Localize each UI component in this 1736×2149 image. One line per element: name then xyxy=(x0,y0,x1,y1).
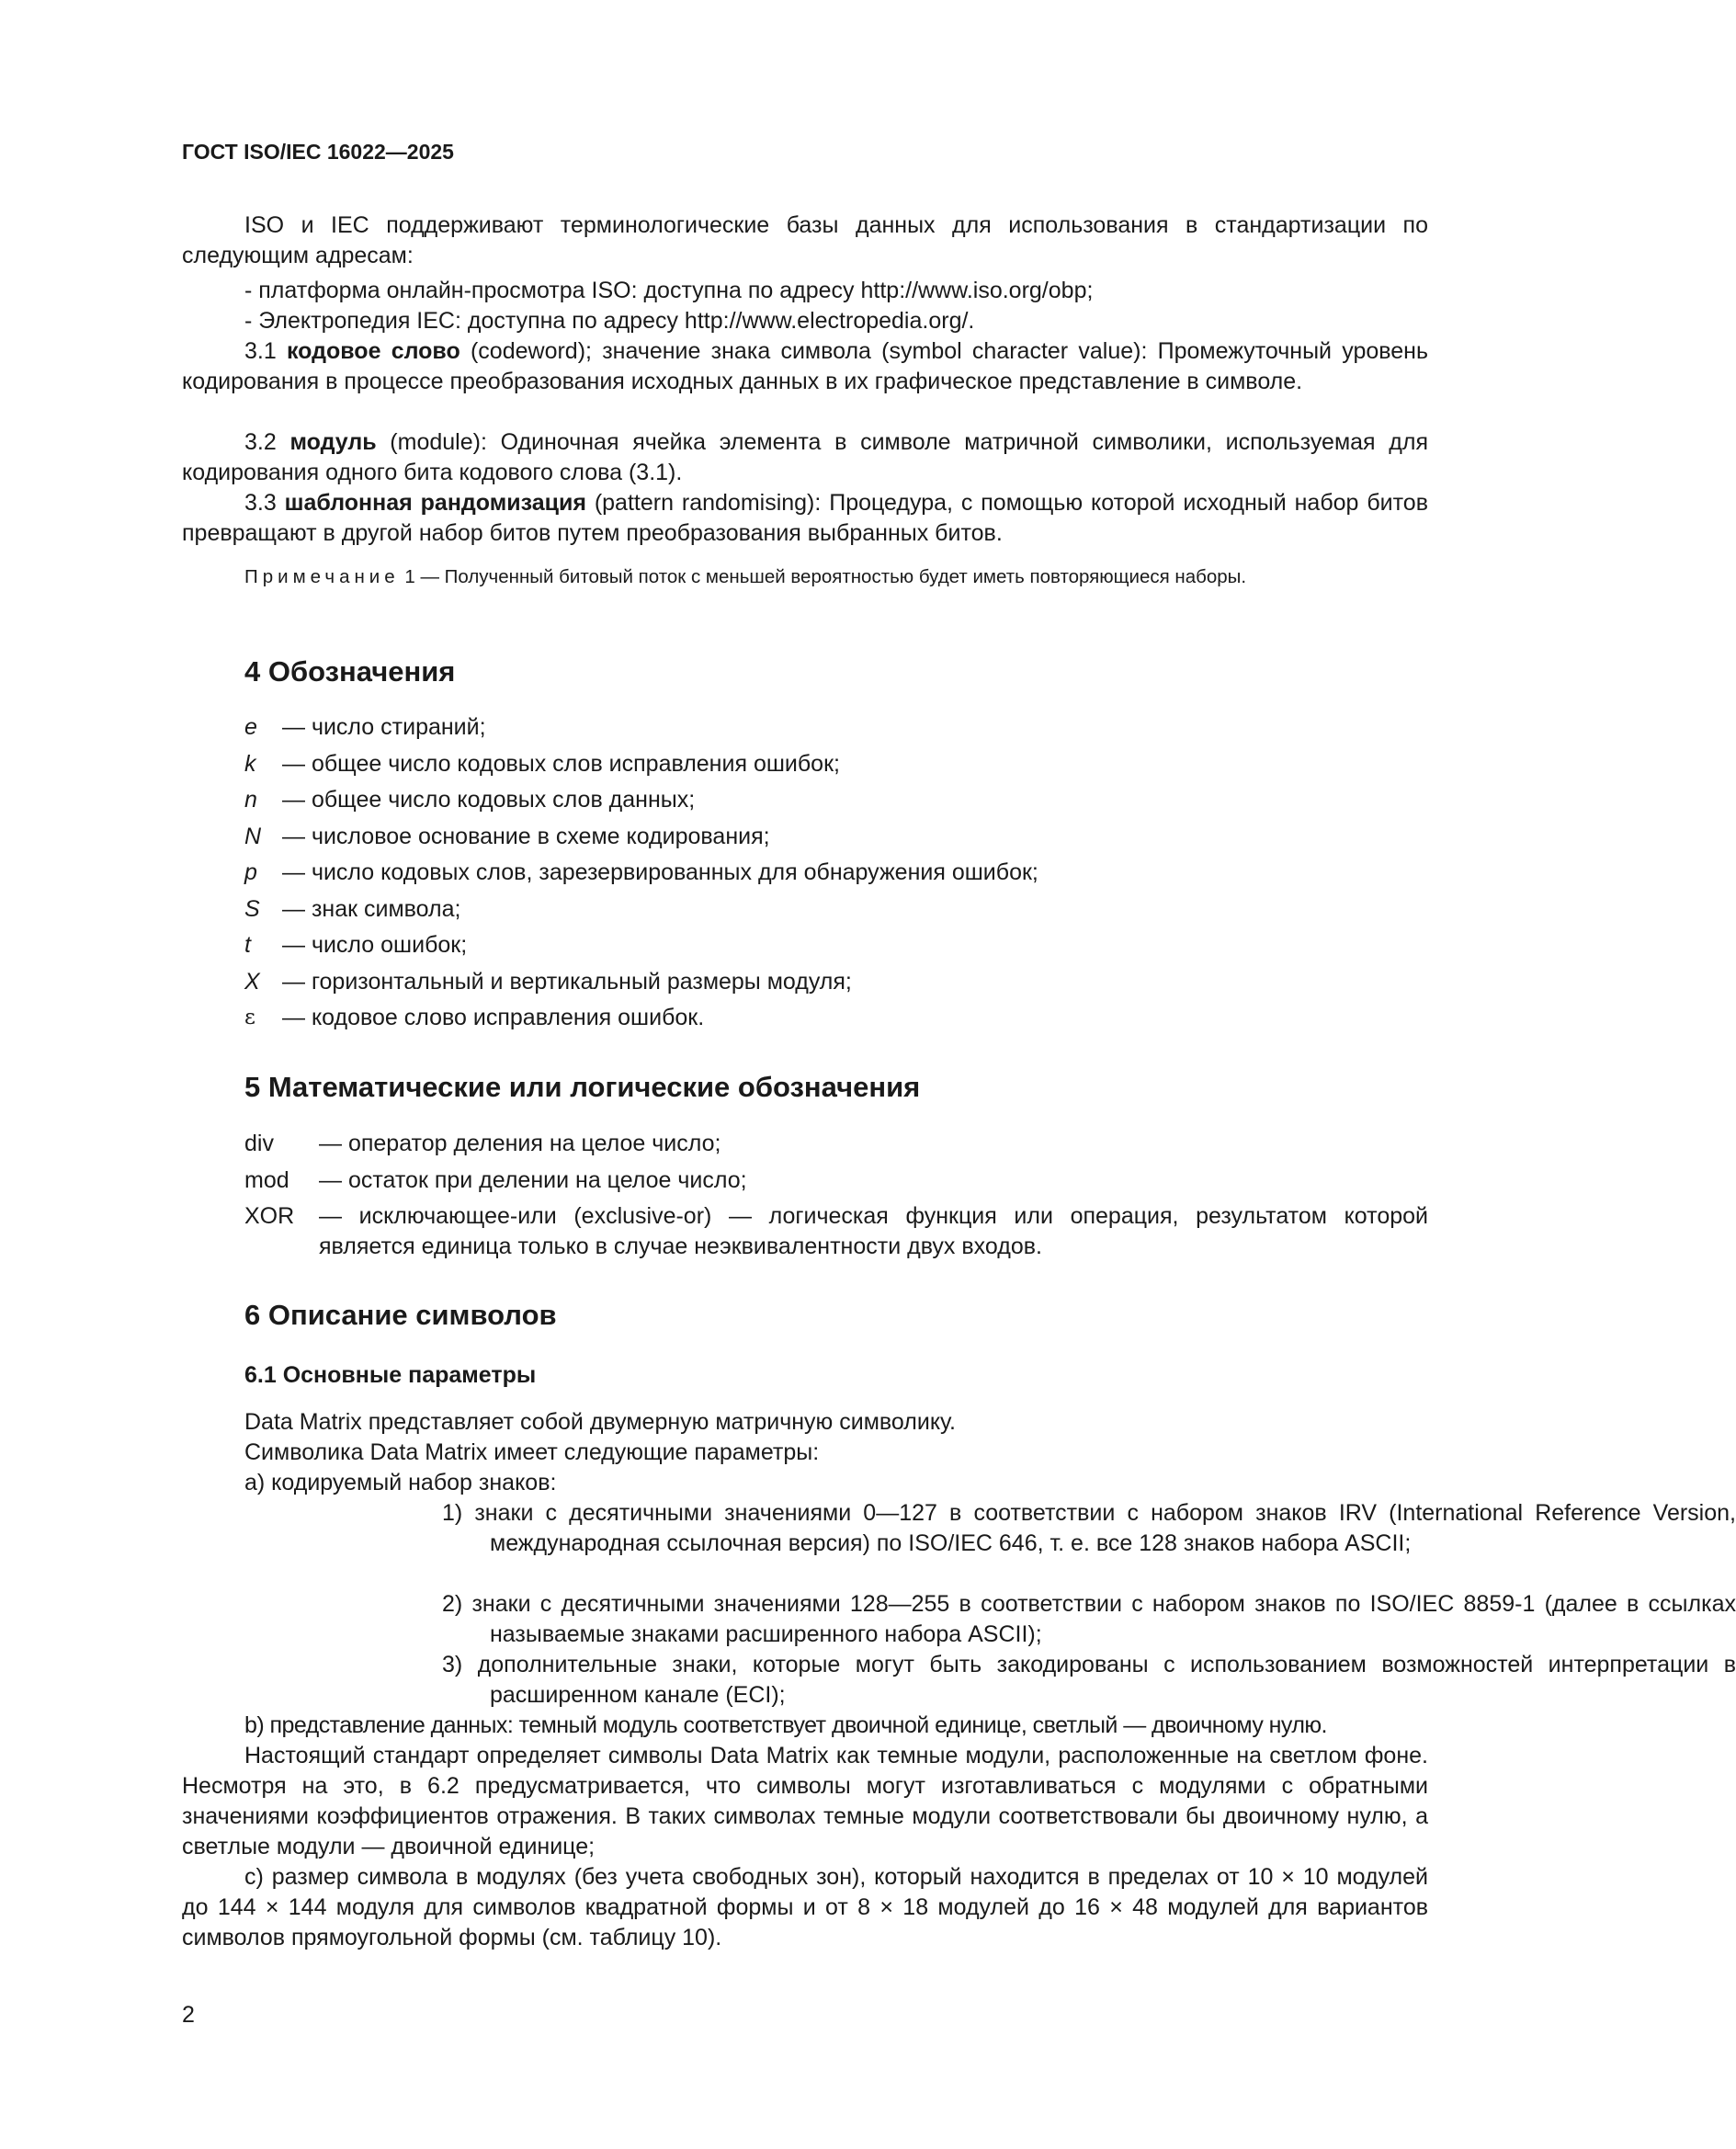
symbol-definition: — знак символа; xyxy=(282,895,461,922)
operator-definition: — исключающее-или (exclusive-or) — логическая функция или операция, результатом которой является единица только в случае неэквивалентности двух входов. xyxy=(319,1203,1428,1259)
operator: XOR xyxy=(244,1203,295,1229)
term-number: 3.1 xyxy=(244,338,277,364)
term-definition: (module): Одиночная ячейка элемента в символе матричной символики, используемая для кодирования одного бита кодового слова (3.1). xyxy=(182,429,1428,485)
term-number: 3.3 xyxy=(244,490,277,516)
term-name: кодовое слово xyxy=(287,338,460,364)
note-1 xyxy=(182,563,1428,591)
term-number: 3.2 xyxy=(244,429,277,455)
symbol-item xyxy=(244,822,1439,858)
operator-definition: — оператор деления на целое число; xyxy=(319,1131,721,1156)
intro-electropedia: - Электропедия IEC: доступна по адресу http://www.electropedia.org/. xyxy=(244,308,975,334)
page-number: 2 xyxy=(182,2002,195,2028)
operator: div xyxy=(244,1131,274,1156)
symbol-definition: — число стираний; xyxy=(282,714,486,740)
section-6-paragraph: Символика Data Matrix имеет следующие параметры: xyxy=(244,1439,820,1465)
standard-header: ГОСТ ISO/IEC 16022—2025 xyxy=(182,140,454,164)
operator-definition: — остаток при делении на целое число; xyxy=(319,1166,747,1193)
operator-item xyxy=(244,1201,1428,1262)
symbol-definition: — горизонтальный и вертикальный размеры модуля; xyxy=(282,968,852,995)
symbol: e xyxy=(244,714,257,740)
section-6-1-heading: 6.1 Основные параметры xyxy=(244,1362,537,1388)
note-text: 1 — Полученный битовый поток с меньшей вероятностью будет иметь повторяющиеся наборы. xyxy=(399,566,1247,587)
intro-paragraph: ISO и IEC поддерживают терминологические базы данных для использования в стандартизации по следующим адресам: xyxy=(182,212,1428,268)
operator: mod xyxy=(244,1166,289,1193)
term-3-1 xyxy=(182,336,1428,397)
symbol-item xyxy=(244,749,1439,786)
section-6-paragraph: Data Matrix представляет собой двумерную матричную символику. xyxy=(244,1409,956,1435)
symbol-item xyxy=(244,858,1439,894)
symbol-item xyxy=(244,930,1439,967)
section-6-heading: 6 Описание символов xyxy=(244,1299,557,1331)
symbol: n xyxy=(244,787,257,813)
symbol-item xyxy=(244,967,1439,1004)
term-3-2 xyxy=(182,427,1428,488)
operator-item xyxy=(244,1129,1428,1159)
symbol: N xyxy=(244,823,262,849)
symbol: k xyxy=(244,750,256,777)
operator-item xyxy=(244,1165,1428,1196)
term-3-3 xyxy=(182,488,1428,549)
list-item-a: а) кодируемый набор знаков: xyxy=(244,1470,557,1495)
intro-iso-obp: - платформа онлайн-просмотра ISO: доступна по адресу http://www.iso.org/obp; xyxy=(244,278,1094,303)
term-definition: (pattern randomising): Процедура, с помощью которой исходный набор битов превращают в другой набор битов путем преобразования выбранных битов. xyxy=(182,490,1428,546)
list-item-b: b) представление данных: темный модуль соответствует двоичной единице, светлый — двоичному нулю. xyxy=(244,1712,1327,1738)
operator-list xyxy=(244,1129,1428,1268)
symbol-item xyxy=(244,785,1439,822)
symbol: X xyxy=(244,968,260,995)
symbol-definition: — числовое основание в схеме кодирования; xyxy=(282,823,770,849)
symbol-definition: — кодовое слово исправления ошибок. xyxy=(282,1005,705,1030)
list-subitem-3: 3) дополнительные знаки, которые могут быть закодированы с использованием возможностей интерпретации в расширенном канале (ECI); xyxy=(442,1652,1736,1708)
term-name: шаблонная рандомизация xyxy=(284,490,586,516)
symbol-definition: — число кодовых слов, зарезервированных для обнаружения ошибок; xyxy=(282,859,1038,885)
symbol: p xyxy=(244,859,257,885)
symbol-item xyxy=(244,712,1439,749)
list-subitem-2: 2) знаки с десятичными значениями 128—255 в соответствии с набором знаков по ISO/IEC 8859-1 (далее в ссылках называемые знаками расширенного набора ASCII); xyxy=(442,1591,1736,1647)
term-name: модуль xyxy=(289,429,377,455)
list-subitem-1: 1) знаки с десятичными значениями 0—127 в соответствии с набором знаков IRV (International Reference Version, международная ссылочная версия) по ISO/IEC 646, т. е. все 128 знаков набора ASCII; xyxy=(442,1500,1736,1556)
section-6-paragraph: Настоящий стандарт определяет символы Data Matrix как темные модули, расположенные на светлом фоне. Несмотря на это, в 6.2 предусматривается, что символы могут изготавливаться с модулями с обратными значениями коэффициентов отражения. В таких символах темные модули соответствовали бы двоичному нулю, а светлые модули — двоичной единице; xyxy=(182,1743,1428,1859)
list-item-c: c) размер символа в модулях (без учета свободных зон), который находится в пределах от 10 × 10 модулей до 144 × 144 модуля для символов квадратной формы и от 8 × 18 модулей до 16 × 48 модулей для вариантов символов прямоугольной формы (см. таблицу 10). xyxy=(182,1864,1428,1950)
section-5-heading: 5 Математические или логические обозначения xyxy=(244,1071,921,1103)
symbol-list xyxy=(244,712,1439,1040)
section-4-heading: 4 Обозначения xyxy=(244,655,456,688)
symbol: t xyxy=(244,932,251,958)
symbol-definition: — общее число кодовых слов данных; xyxy=(282,787,696,813)
symbol-item xyxy=(244,1003,1439,1040)
symbol-item xyxy=(244,894,1439,931)
symbol-definition: — общее число кодовых слов исправления ошибок; xyxy=(282,750,840,777)
symbol-definition: — число ошибок; xyxy=(282,932,468,958)
term-definition: (codeword); значение знака символа (symbol character value): Промежуточный уровень кодирования в процессе преобразования исходных данных в их графическое представление в символе. xyxy=(182,338,1428,394)
note-label: Примечание xyxy=(244,566,400,587)
symbol: ε xyxy=(244,1006,255,1029)
symbol: S xyxy=(244,895,260,922)
